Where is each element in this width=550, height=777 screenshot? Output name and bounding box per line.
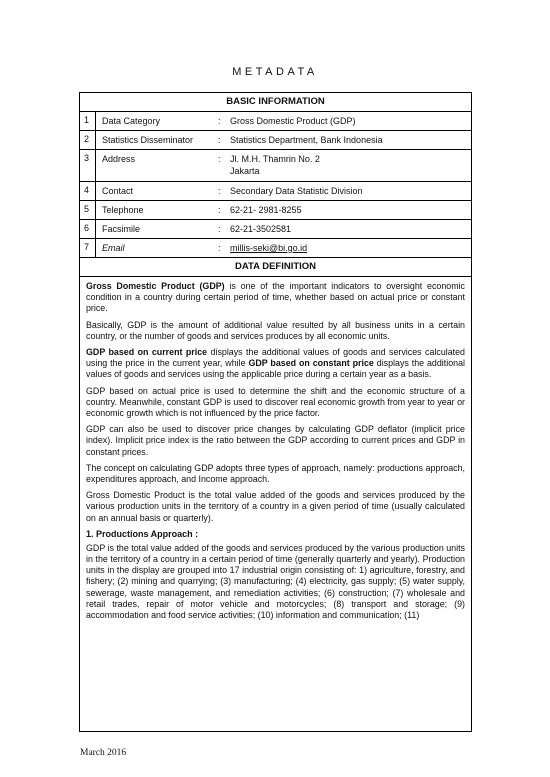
- basic-info-heading: BASIC INFORMATION: [80, 93, 471, 112]
- address-line-2: Jakarta: [230, 166, 260, 176]
- email-link[interactable]: millis-seki@bi.go.id: [230, 243, 308, 253]
- definition-paragraph: Gross Domestic Product is the total value added of the goods and services produced by the various production units in the territory of a country in a given period of time (usually calculated on an annual basis or quarterly).: [86, 490, 465, 523]
- paragraph-text: displays the additional values of goods and services calculated using the price in the current year, while: [86, 347, 465, 369]
- info-row-facsimile: [80, 220, 471, 239]
- info-row-disseminator: [80, 131, 471, 150]
- row-label: Data Category: [102, 116, 161, 126]
- row-label: Telephone: [102, 205, 144, 215]
- row-number: 4: [80, 182, 96, 200]
- bold-term: Gross Domestic Product (GDP): [86, 281, 225, 291]
- definition-paragraph: GDP can also be used to discover price changes by calculating GDP deflator (implicit price index). Implicit price index is the ratio between the GDP according to current prices and GDP in constant prices.: [86, 424, 465, 457]
- definition-paragraph: [86, 281, 465, 315]
- data-definition-heading: DATA DEFINITION: [80, 258, 471, 277]
- row-label: Contact: [102, 186, 134, 196]
- page-title: METADATA: [232, 66, 318, 78]
- row-colon: :: [218, 154, 221, 164]
- definition-body: [80, 277, 471, 621]
- row-number: 1: [80, 112, 96, 130]
- info-row-email: [80, 239, 471, 258]
- row-value: [230, 239, 471, 257]
- row-label: Facsimile: [102, 224, 141, 234]
- row-number: 6: [80, 220, 96, 238]
- info-row-address: [80, 150, 471, 182]
- metadata-table: [79, 92, 472, 732]
- productions-approach-heading: 1. Productions Approach :: [86, 528, 199, 539]
- row-value: Gross Domestic Product (GDP): [230, 116, 356, 126]
- row-number: 5: [80, 201, 96, 219]
- row-label: Email: [102, 243, 125, 253]
- bold-term: GDP based on current price: [86, 347, 208, 358]
- row-value: [230, 150, 471, 181]
- row-value: Statistics Department, Bank Indonesia: [230, 135, 383, 145]
- row-colon: :: [218, 186, 221, 196]
- row-colon: :: [218, 135, 221, 145]
- row-colon: :: [218, 205, 221, 215]
- row-colon: :: [218, 116, 221, 126]
- row-number: 3: [80, 150, 96, 181]
- row-number: 7: [80, 239, 96, 257]
- paragraph-text: displays the additional values of goods and services using the applicable price during a certain year as a basis.: [86, 358, 465, 380]
- row-colon: :: [218, 243, 221, 253]
- row-colon: :: [218, 224, 221, 234]
- definition-paragraph: GDP is the total value added of the goods and services produced by the various production units in the territory of a country in a certain period of time (generally quarterly and yearly). Production units in the display are grouped into 17 industrial origin consisting of: 1) agriculture, forestry, and fishery; (2) mining and quarrying; (3) manufacturing; (4) electricity, gas supply; (5) water supply, sewerage, waste management, and remediation activities; (6) construction; (7) wholesale and retail trades, repair of motor vehicle and motorcycles; (8) transport and storage; (9) accommodation and food service activities; (10) information and communication; (11): [86, 542, 465, 621]
- row-value: 62-21- 2981-8255: [230, 205, 302, 215]
- info-row-data-category: [80, 112, 471, 131]
- footer-date: March 2016: [80, 748, 127, 758]
- paragraph-text: is one of the important indicators to oversight economic condition in a country during certain period of time, whether based on actual price or constant price.: [86, 281, 465, 314]
- definition-paragraph: [86, 347, 465, 381]
- info-row-contact: [80, 182, 471, 201]
- row-value: Secondary Data Statistic Division: [230, 186, 363, 196]
- definition-paragraph: Basically, GDP is the amount of additional value resulted by all business units in a certain country, or the number of goods and services produces by all economic units.: [86, 319, 465, 341]
- row-number: 2: [80, 131, 96, 149]
- info-row-telephone: [80, 201, 471, 220]
- bold-term: GDP based on constant price: [248, 358, 374, 369]
- row-label: Address: [102, 154, 136, 164]
- definition-paragraph: GDP based on actual price is used to determine the shift and the economic structure of a country. Meanwhile, constant GDP is used to discover real economic growth from year to year or economic growth which is not influenced by the price factor.: [86, 385, 465, 419]
- definition-paragraph: The concept on calculating GDP adopts three types of approach, namely: productions approach, expenditures approach, and Income approach.: [86, 462, 465, 485]
- row-value: 62-21-3502581: [230, 224, 292, 234]
- row-label: Statistics Disseminator: [102, 135, 194, 145]
- address-line-1: Jl. M.H. Thamrin No. 2: [230, 154, 320, 164]
